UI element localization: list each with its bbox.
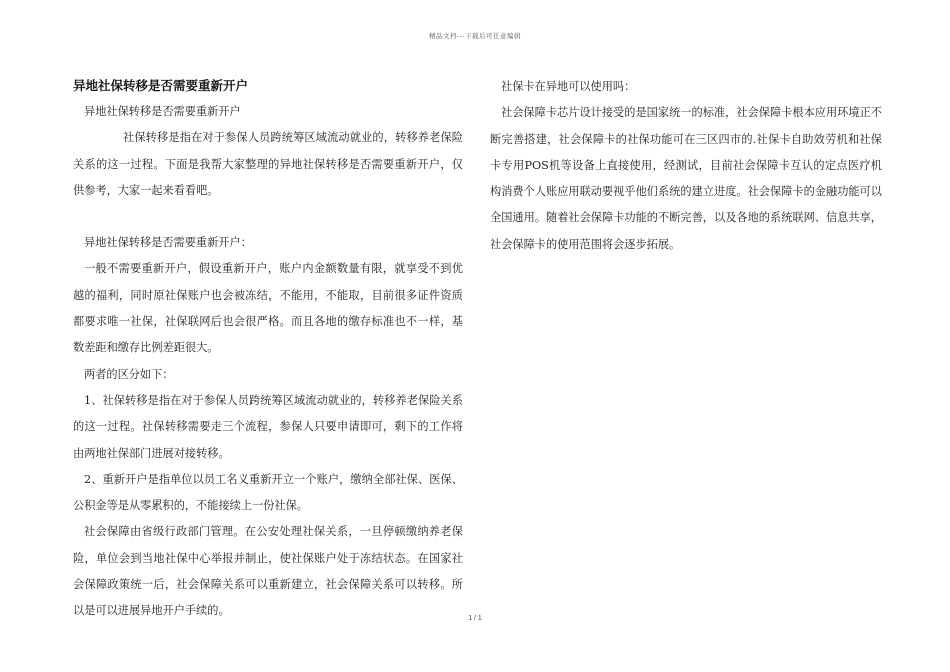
- spacer: [73, 204, 463, 230]
- card-answer-paragraph: 社会保障卡芯片设计接受的是国家统一的标准，社会保障卡根本应用环境正不断完善搭建，社会保障卡的社保功能可在三区四市的.社保卡自助效劳机和社保卡专用POS机等设备上直接使用，经测试，目前社会保障卡互认的定点医疗机构消费个人账应用联动要视乎他们系统的建立进度。社会保障卡的金融功能可以全国通用。随着社会保障卡功能的不断完善，以及各地的系统联网、信息共享，社会保障卡的使用范围将会逐步拓展。: [490, 106, 882, 251]
- difference-heading: 两者的区分如下：: [84, 367, 174, 381]
- closing-paragraph: 社会保障由省级行政部门管理。在公安处理社保关系，一旦停顿缴纳养老保险，单位会到当地社保中心举报并制止，使社保账户处于冻结状态。在国家社会保障政策统一后，社会保障关系可以重新建立，社会保障关系可以转移。所以是可以进展异地开户手续的。: [73, 525, 463, 618]
- difference-item-1: 1、社保转移是指在对于参保人员跨统筹区域流动就业的，转移养老保险关系的这一过程。社保转移需要走三个流程，参保人只要申请即可，剩下的工作将由两地社保部门进展对接转移。: [73, 393, 463, 460]
- card-question-heading: 社保卡在异地可以使用吗：: [501, 80, 636, 93]
- document-title: 异地社保转移是否需要重新开户: [73, 78, 249, 93]
- intro-paragraph: 社保转移是指在对于参保人员跨统筹区域流动就业的，转移养老保险关系的这一过程。下面是我帮大家整理的异地社保转移是否需要重新开户，仅供参考，大家一起来看看吧。: [73, 131, 463, 197]
- left-column: [73, 74, 463, 625]
- difference-item-2: 2、重新开户是指单位以员工名义重新开立一个账户，缴纳全部社保、医保、公积金等是从零累积的，不能接续上一份社保。: [73, 472, 463, 513]
- page-number: 1 / 1: [468, 615, 482, 622]
- question-heading: 异地社保转移是否需要重新开户：: [84, 236, 252, 250]
- answer-paragraph: 一般不需要重新开户，假设重新开户，账户内金额数量有限，就享受不到优越的福利，同时原社保账户也会被冻结，不能用，不能取，目前很多证件资质都要求唯一社保，社保联网后也会很严格。而且各地的缴存标准也不一样，基数差距和缴存比例差距很大。: [73, 262, 463, 355]
- page-header: 精品文档---下载后可任意编辑: [428, 32, 522, 40]
- right-column: [490, 74, 882, 258]
- subtitle: 异地社保转移是否需要重新开户: [84, 105, 241, 118]
